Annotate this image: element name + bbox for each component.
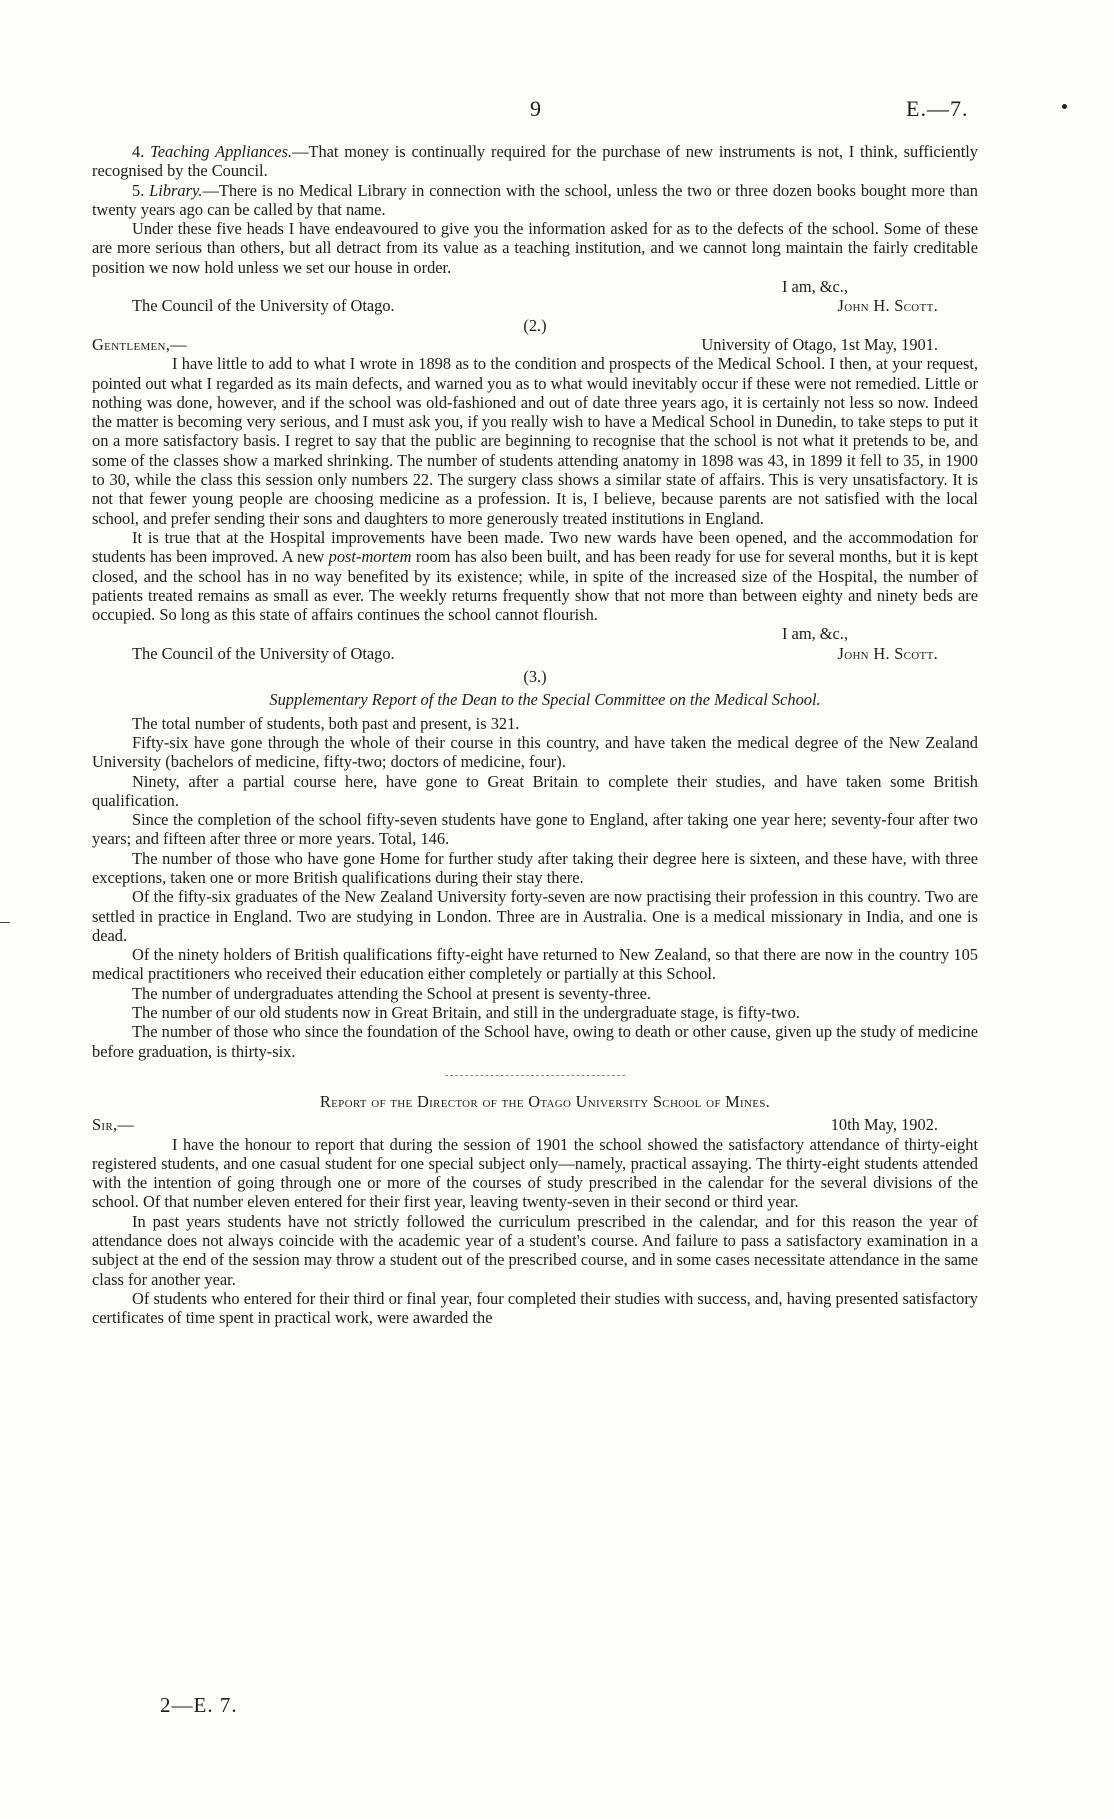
- item-5-paragraph: 5. Library.—There is no Medical Library in connection with the school, unless the two or three dozen books bought more than twenty years ago can be called by that name.: [92, 180, 978, 219]
- letter1-signoff-row: [92, 277, 978, 296]
- item-4-label: Teaching Appliances.: [150, 142, 293, 161]
- letter1-recipient: The Council of the University of Otago.: [132, 296, 395, 316]
- letter2-signature-row: [92, 644, 978, 663]
- mines-salutation: Sir,—: [92, 1115, 135, 1135]
- page-number: 9: [530, 96, 541, 121]
- report3-paragraph: The number of our old students now in Great Britain, and still in the undergraduate stage, is fifty-two.: [132, 1003, 800, 1023]
- letter2-signature: John H. Scott.: [837, 643, 938, 663]
- report3-paragraph: Of the ninety holders of British qualifications fifty-eight have returned to New Zealand, so that there are now in the country 105 medical practitioners who received their education either completely or partially at this School.: [92, 945, 978, 984]
- margin-dot: [1062, 104, 1067, 109]
- report3-paragraph: The number of those who since the foundation of the School have, owing to death or other cause, given up the study of medicine before graduation, is thirty-six.: [92, 1022, 978, 1061]
- mines-paragraph: I have the honour to report that during the session of 1901 the school showed the satisfactory attendance of thirty-eight registered students, and one casual student for one special subject only—namely, practical assaying. The thirty-eight students attended with the intention of going through one or more of the courses of study prescribed in the calendar for the several divisions of the school. Of that number eleven entered for their first year, leaving twenty-seven in their second or third year.: [92, 1134, 978, 1212]
- item-5-text: —There is no Medical Library in connection with the school, unless the two or three dozen books bought more than twenty years ago can be called by that name.: [92, 180, 978, 219]
- letter1-sign-off: I am, &c.,: [782, 277, 848, 297]
- body-text: [92, 142, 978, 1328]
- mines-report-title: Report of the Director of the Otago University School of Mines.: [319, 1091, 771, 1111]
- report3-subtitle: Supplementary Report of the Dean to the Special Committee on the Medical School.: [269, 690, 821, 710]
- letter2-salutation: Gentlemen,—: [92, 334, 187, 354]
- report3-paragraph: The total number of students, both past and present, is 321.: [132, 713, 520, 733]
- letter2-signoff-row: [92, 624, 978, 643]
- item-4-text: —That money is continually required for the purchase of new instruments is not, I think, sufficiently recognised by the Council.: [92, 142, 979, 181]
- report3-paragraph: The number of those who have gone Home for further study after taking their degree here is sixteen, and these have, with three exceptions, taken one or more British qualifications during their stay there.: [92, 848, 978, 887]
- letter2-number: (2.): [523, 315, 547, 335]
- section-divider: [445, 1075, 625, 1076]
- report3-paragraph: Ninety, after a partial course here, have gone to Great Britain to complete their studies, and have taken some British qualification.: [92, 771, 978, 810]
- report3-paragraph: Fifty-six have gone through the whole of their course in this country, and have taken the medical degree of the New Zealand University (bachelors of medicine, fifty-two; doctors of medicine, four).: [92, 732, 978, 772]
- report3-paragraph: Since the completion of the school fifty-seven students have gone to England, after taking one year here; seventy-four after two years; and fifteen after three or more years. Total, 146.: [92, 810, 978, 849]
- item-4-paragraph: 4. Teaching Appliances.—That money is continually required for the purchase of new instruments is not, I think, sufficiently recognised by the Council.: [92, 142, 979, 181]
- signature-mark: 2—E. 7.: [160, 1693, 238, 1717]
- report3-number: (3.): [523, 667, 547, 687]
- post-mortem-term: post-mortem: [328, 547, 412, 567]
- report3-paragraph: The number of undergraduates attending the School at present is seventy-three.: [132, 983, 652, 1003]
- item-5-label: Library.: [149, 180, 203, 200]
- margin-tick: [0, 922, 10, 923]
- letter1-closing-paragraph: Under these five heads I have endeavoured to give you the information asked for as to the defects of the school. Some of these are more serious than others, but all detract from its value as a teaching institution, and we cannot long maintain the fairly creditable position we now hold unless we set our house in order.: [92, 219, 978, 277]
- letter2-salutation-row: [92, 335, 978, 354]
- letter1-signature-row: [92, 296, 978, 315]
- mines-report-date: 10th May, 1902.: [830, 1115, 938, 1135]
- letter2-sign-off: I am, &c.,: [782, 624, 848, 644]
- letter2-paragraph-1: I have little to add to what I wrote in 1898 as to the condition and prospects of the Medical School. I then, at your request, pointed out what I regarded as its main defects, and warned you as to what would inevitably occur if these were not remedied. Little or nothing was done, however, and if the school was old-fashioned and out of date three years ago, it is certainly not less so now. Indeed the matter is becoming very serious, and I must ask you, if you really wish to have a Medical School in Dunedin, to take steps to put it on a more satisfactory basis. I regret to say that the public are beginning to recognise that the school is not what it pretends to be, and some of the classes show a marked shrinking. The number of students attending anatomy in 1898 was 43, in 1899 it fell to 35, in 1900 to 30, while the class this session only numbers 22. The surgery class shows a similar state of affairs. This is very unsatisfactory. It is not that fewer young people are choosing medicine as a profession. It is, I believe, because parents are not satisfied with the local school, and prefer sending their sons and daughters to more generously treated institutions in England.: [92, 354, 978, 528]
- letter2-address-date: University of Otago, 1st May, 1901.: [701, 334, 938, 354]
- letter2-recipient: The Council of the University of Otago.: [132, 643, 395, 663]
- letter1-signature: John H. Scott.: [837, 296, 938, 316]
- mines-paragraph: Of students who entered for their third or final year, four completed their studies with success, and, having presented satisfactory certificates of time spent in practical work, were awarded the: [92, 1288, 978, 1328]
- mines-salutation-row: [92, 1115, 978, 1134]
- parliamentary-reference: E.—7.: [906, 96, 969, 121]
- mines-paragraph: In past years students have not strictly followed the curriculum prescribed in the calendar, and for this reason the year of attendance does not always coincide with the academic year of a student's course. And failure to pass a satisfactory examination in a subject at the end of the session may throw a student out of the prescribed course, and in some cases necessitate attendance in the same class for another year.: [92, 1211, 978, 1289]
- report3-paragraph: Of the fifty-six graduates of the New Zealand University forty-seven are now practising their profession in this country. Two are settled in practice in England. Two are studying in London. Three are in Australia. One is a medical missionary in India, and one is dead.: [92, 887, 978, 945]
- letter2-paragraph-2: It is true that at the Hospital improvements have been made. Two new wards have been opened, and the accommodation for students has been improved. A new post-mortem room has also been built, and has been ready for use for several months, but it is kept closed, and the school has in no way benefited by its existence; while, in spite of the increased size of the Hospital, the number of patients treated remains as small as ever. The weekly returns frequently show that not more than between eighty and ninety beds are occupied. So long as this state of affairs continues the school cannot flourish.: [92, 527, 978, 625]
